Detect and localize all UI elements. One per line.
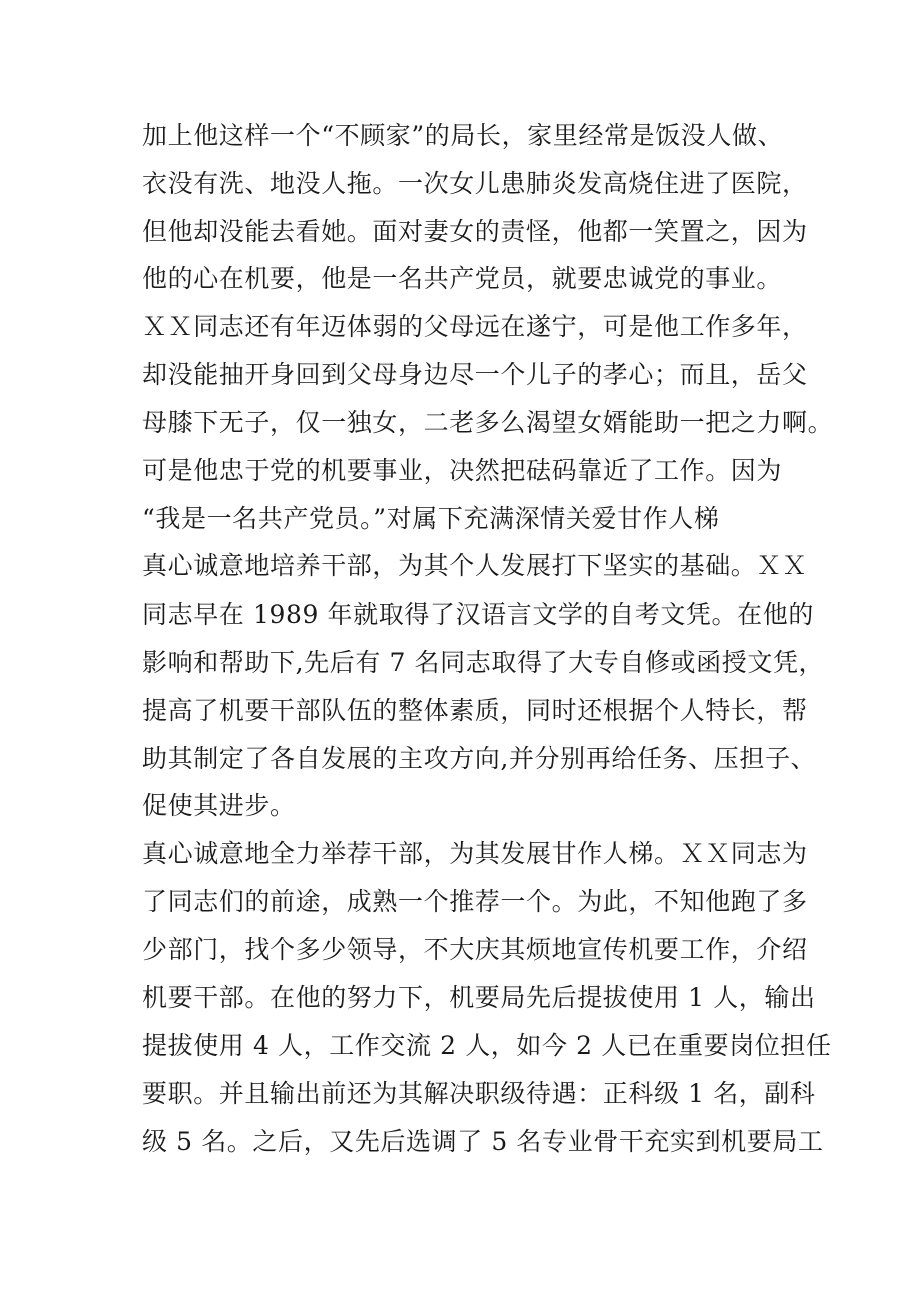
- text-line: 提拔使用 4 人，工作交流 2 人，如今 2 人已在重要岗位担任: [142, 1031, 832, 1060]
- text-line: “我是一名共产党员。”对属下充满深情关爱甘作人梯: [142, 504, 720, 533]
- text-line: 要职。并且输出前还为其解决职级待遇：正科级 1 名，副科: [142, 1079, 816, 1108]
- text-line: 真心诚意地培养干部，为其个人发展打下坚实的基础。ＸＸ: [142, 551, 808, 580]
- text-line: 衣没有洗、地没人拖。一次女儿患肺炎发高烧住进了医院，: [142, 169, 808, 198]
- text-line: 机要干部。在他的努力下，机要局先后提拔使用 1 人，输出: [142, 983, 816, 1012]
- text-line: 提高了机要干部队伍的整体素质，同时还根据个人特长，帮: [142, 696, 808, 725]
- text-line: 少部门，找个多少领导，不大庆其烦地宣传机要工作，介绍: [142, 935, 808, 964]
- text-line: 母膝下无子，仅一独女，二老多么渴望女婿能助一把之力啊。: [142, 408, 834, 437]
- text-line: 他的心在机要，他是一名共产党员，就要忠诚党的事业。: [142, 264, 783, 293]
- text-line: 影响和帮助下,先后有 7 名同志取得了大专自修或函授文凭，: [142, 648, 825, 677]
- text-line: 却没能抽开身回到父母身边尽一个儿子的孝心；而且，岳父: [142, 360, 808, 389]
- text-line: 加上他这样一个“不顾家”的局长，家里经常是饭没人做、: [142, 121, 784, 150]
- text-line: 同志早在 1989 年就取得了汉语言文学的自考文凭。在他的: [142, 600, 814, 629]
- text-line: 级 5 名。之后，又先后选调了 5 名专业骨干充实到机要局工: [142, 1127, 824, 1156]
- text-line: 促使其进步。: [142, 791, 296, 820]
- text-line: 真心诚意地全力举荐干部，为其发展甘作人梯。ＸＸ同志为: [142, 839, 808, 868]
- text-line: 但他却没能去看她。面对妻女的责怪，他都一笑置之，因为: [142, 217, 808, 246]
- text-line: 了同志们的前途，成熟一个推荐一个。为此，不知他跑了多: [142, 887, 808, 916]
- text-line: 助其制定了各自发展的主攻方向,并分别再给任务、压担子、: [142, 744, 817, 773]
- text-line: 可是他忠于党的机要事业，决然把砝码靠近了工作。因为: [142, 456, 783, 485]
- text-line: ＸＸ同志还有年迈体弱的父母远在遂宁，可是他工作多年，: [142, 312, 808, 341]
